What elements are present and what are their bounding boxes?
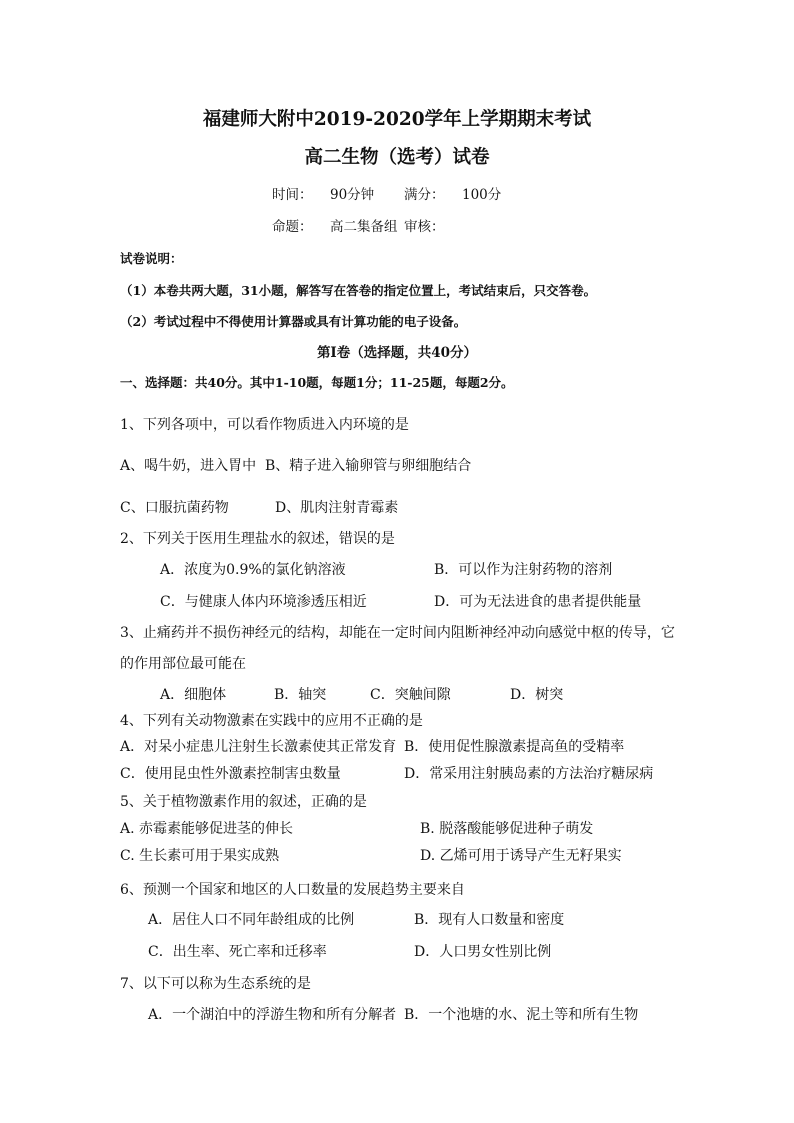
question-stem: 2、下列关于医用生理盐水的叙述，错误的是 bbox=[120, 531, 395, 547]
option: A．一个湖泊中的浮游生物和所有分解者 bbox=[148, 1007, 397, 1023]
option: C．使用昆虫性外激素控制害虫数量 bbox=[120, 766, 341, 782]
option: C．与健康人体内环境渗透压相近 bbox=[160, 594, 367, 610]
option: B．一个池塘的水、泥土等和所有生物 bbox=[404, 1007, 639, 1023]
review-label: 审核： bbox=[404, 219, 445, 235]
option: B. 脱落酸能够促进种子萌发 bbox=[420, 821, 594, 837]
option: B、精子进入输卵管与卵细胞结合 bbox=[265, 458, 472, 474]
question-stem: 5、关于植物激素作用的叙述，正确的是 bbox=[120, 794, 367, 810]
time-value: 90分钟 bbox=[330, 187, 375, 203]
exam-subtitle: 高二生物（选考）试卷 bbox=[304, 147, 490, 168]
section-intro: 一、选择题：共40分。其中1-10题，每题1分；11-25题，每题2分。 bbox=[120, 375, 514, 390]
option: A．居住人口不同年龄组成的比例 bbox=[148, 912, 355, 928]
option: A．对呆小症患儿注射生长激素使其正常发育 bbox=[120, 739, 397, 755]
question-stem: 6、预测一个国家和地区的人口数量的发展趋势主要来自 bbox=[120, 882, 465, 898]
question-stem-continued: 的作用部位最可能在 bbox=[120, 656, 246, 672]
question-stem: 1、下列各项中，可以看作物质进入内环境的是 bbox=[120, 417, 409, 433]
option: D．可为无法进食的患者提供能量 bbox=[434, 594, 642, 610]
option: C．出生率、死亡率和迁移率 bbox=[148, 944, 327, 960]
option: D．常采用注射胰岛素的方法治疗糖尿病 bbox=[404, 766, 654, 782]
question-stem: 3、止痛药并不损伤神经元的结构，却能在一定时间内阻断神经冲动向感觉中枢的传导，它 bbox=[120, 625, 675, 641]
option: B．使用促性腺激素提高鱼的受精率 bbox=[404, 739, 625, 755]
score-value: 100分 bbox=[462, 187, 502, 203]
question-stem: 4、下列有关动物激素在实践中的应用不正确的是 bbox=[120, 713, 423, 729]
option: B．现有人口数量和密度 bbox=[414, 912, 565, 928]
author-label: 命题： bbox=[272, 219, 313, 235]
time-label: 时间： bbox=[272, 187, 313, 203]
instruction-item: （1）本卷共两大题，31小题，解答写在答卷的指定位置上，考试结束后，只交答卷。 bbox=[120, 283, 597, 298]
option: A．细胞体 bbox=[160, 687, 227, 703]
option: C. 生长素可用于果实成熟 bbox=[120, 848, 280, 864]
author-value: 高二集备组 bbox=[330, 219, 398, 235]
exam-title: 福建师大附中2019-2020学年上学期期末考试 bbox=[202, 109, 592, 130]
option: B．轴突 bbox=[274, 687, 327, 703]
option: D．树突 bbox=[510, 687, 564, 703]
option: A、喝牛奶，进入胃中 bbox=[120, 458, 257, 474]
option: D. 乙烯可用于诱导产生无籽果实 bbox=[420, 848, 622, 864]
option: B．可以作为注射药物的溶剂 bbox=[434, 562, 613, 578]
instructions-heading: 试卷说明： bbox=[120, 251, 183, 266]
option: D、肌肉注射青霉素 bbox=[275, 500, 399, 516]
option: C．突触间隙 bbox=[370, 687, 451, 703]
instruction-item: （2）考试过程中不得使用计算器或具有计算功能的电子设备。 bbox=[120, 314, 467, 329]
option: A．浓度为0.9%的氯化钠溶液 bbox=[160, 562, 346, 578]
question-stem: 7、以下可以称为生态系统的是 bbox=[120, 976, 311, 992]
option: D．人口男女性别比例 bbox=[414, 944, 552, 960]
option: C、口服抗菌药物 bbox=[120, 500, 229, 516]
section-title: 第Ⅰ卷（选择题，共40分） bbox=[316, 345, 478, 361]
score-label: 满分： bbox=[404, 187, 445, 203]
option: A. 赤霉素能够促进茎的伸长 bbox=[120, 821, 294, 837]
